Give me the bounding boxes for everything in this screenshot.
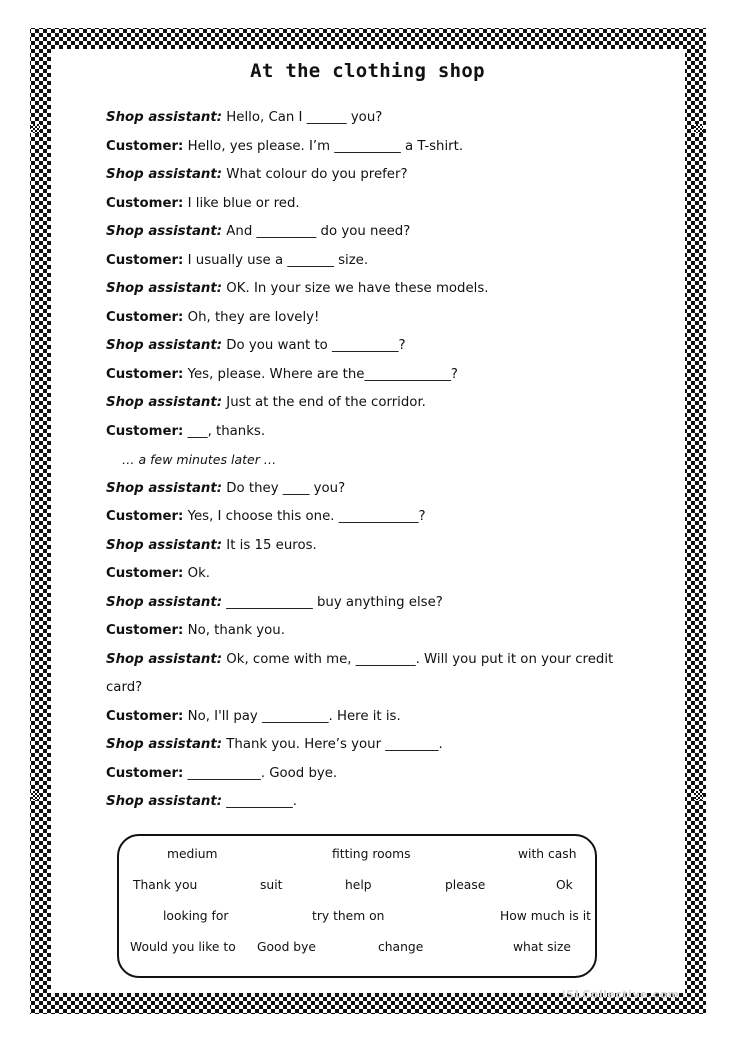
word-bank-item: looking for [163, 909, 229, 923]
word-bank-item: try them on [312, 909, 385, 923]
speaker-customer: Customer: [106, 509, 184, 524]
dialogue-line [106, 532, 626, 561]
line-text: ___, thanks. [183, 423, 266, 439]
line-text: What colour do you prefer? [222, 167, 408, 182]
line-text: Ok, come with me, _________. Will you put it on your credit [222, 651, 614, 667]
dialogue-line [106, 275, 626, 304]
dialogue-line [106, 760, 626, 789]
speaker-customer: Customer: [106, 252, 184, 268]
border-marker-left-top [31, 124, 40, 133]
dialogue-line [106, 133, 626, 162]
line-text: Do they ____ you? [222, 480, 346, 496]
speaker-shop-assistant: Shop assistant: [106, 110, 223, 125]
line-text: Thank you. Here’s your ________. [222, 737, 443, 752]
speaker-customer: Customer: [106, 566, 184, 581]
line-text: Oh, they are lovely! [183, 309, 320, 325]
speaker-shop-assistant: Shop assistant: [106, 480, 223, 496]
word-bank-item: Good bye [257, 940, 316, 954]
line-text: And _________ do you need? [222, 224, 411, 239]
speaker-shop-assistant: Shop assistant: [106, 167, 223, 182]
line-text: Hello, Can I ______ you? [222, 110, 383, 125]
line-text: I usually use a _______ size. [183, 252, 369, 268]
speaker-shop-assistant: Shop assistant: [106, 651, 223, 667]
dialogue-line [106, 703, 626, 732]
speaker-shop-assistant: Shop assistant: [106, 594, 223, 610]
dialogue-line [106, 617, 626, 646]
speaker-shop-assistant: Shop assistant: [106, 338, 223, 353]
dialogue-line [106, 418, 626, 447]
dialogue-line [106, 475, 626, 504]
dialogue-line [106, 247, 626, 276]
speaker-customer: Customer: [106, 195, 184, 211]
dialogue-line [106, 560, 626, 589]
worksheet-title: At the clothing shop [250, 60, 485, 82]
dialogue-line [106, 389, 626, 418]
line-text: ___________. Good bye. [183, 765, 338, 781]
line-text: Do you want to __________? [222, 338, 406, 353]
speaker-shop-assistant: Shop assistant: [106, 224, 223, 239]
dialogue-line [106, 503, 626, 532]
dialogue-line [106, 646, 626, 675]
line-text: I like blue or red. [183, 195, 300, 211]
dialogue-line [106, 332, 626, 361]
speaker-shop-assistant: Shop assistant: [106, 737, 223, 752]
line-text: __________. [222, 794, 298, 809]
line-text: No, thank you. [183, 623, 285, 638]
dialogue-line [106, 589, 626, 618]
speaker-customer: Customer: [106, 708, 184, 724]
word-bank-item: help [345, 878, 372, 892]
speaker-shop-assistant: Shop assistant: [106, 281, 223, 296]
word-bank-item: with cash [518, 847, 577, 861]
speaker-customer: Customer: [106, 765, 184, 781]
dialogue-line [106, 190, 626, 219]
dialogue-line [106, 361, 626, 390]
speaker-shop-assistant: Shop assistant: [106, 537, 223, 553]
word-bank-item: change [378, 940, 424, 954]
speaker-customer: Customer: [106, 423, 184, 439]
word-bank-item: fitting rooms [332, 847, 411, 861]
line-text: It is 15 euros. [222, 537, 317, 553]
border-marker-right-bottom [694, 791, 703, 800]
dialogue-line [106, 788, 626, 817]
word-bank-item: please [445, 878, 486, 892]
word-bank-item: Thank you [133, 878, 198, 892]
line-text: _____________ buy anything else? [222, 594, 443, 610]
border-marker-right-top [694, 124, 703, 133]
speaker-shop-assistant: Shop assistant: [106, 395, 223, 410]
dialogue-line [106, 674, 626, 703]
word-bank-item: suit [260, 878, 283, 892]
dialogue-line [106, 731, 626, 760]
line-text: No, I'll pay __________. Here it is. [183, 708, 401, 724]
speaker-customer: Customer: [106, 366, 184, 382]
word-bank-item: Ok [556, 878, 573, 892]
line-text: card? [106, 680, 143, 695]
dialogue-line [106, 104, 626, 133]
line-text: OK. In your size we have these models. [222, 281, 489, 296]
line-text: Ok. [183, 566, 211, 581]
speaker-customer: Customer: [106, 309, 184, 325]
line-text: Hello, yes please. I’m __________ a T-shirt. [183, 138, 464, 154]
dialogue-line [106, 218, 626, 247]
word-bank [117, 834, 597, 978]
word-bank-item: Would you like to [130, 940, 236, 954]
speaker-customer: Customer: [106, 138, 184, 154]
word-bank-item: How much is it [500, 909, 591, 923]
stage-note [106, 446, 626, 475]
dialogue [106, 104, 626, 817]
note-text: … a few minutes later … [122, 452, 277, 467]
line-text: Yes, I choose this one. ____________? [183, 509, 426, 524]
speaker-shop-assistant: Shop assistant: [106, 794, 223, 809]
border-marker-left-bottom [31, 791, 40, 800]
dialogue-line [106, 161, 626, 190]
line-text: Yes, please. Where are the_____________? [183, 366, 458, 382]
watermark: iSLCollective.com [562, 988, 680, 1001]
dialogue-line [106, 304, 626, 333]
speaker-customer: Customer: [106, 623, 184, 638]
line-text: Just at the end of the corridor. [222, 395, 426, 410]
word-bank-item: medium [167, 847, 218, 861]
word-bank-item: what size [513, 940, 571, 954]
